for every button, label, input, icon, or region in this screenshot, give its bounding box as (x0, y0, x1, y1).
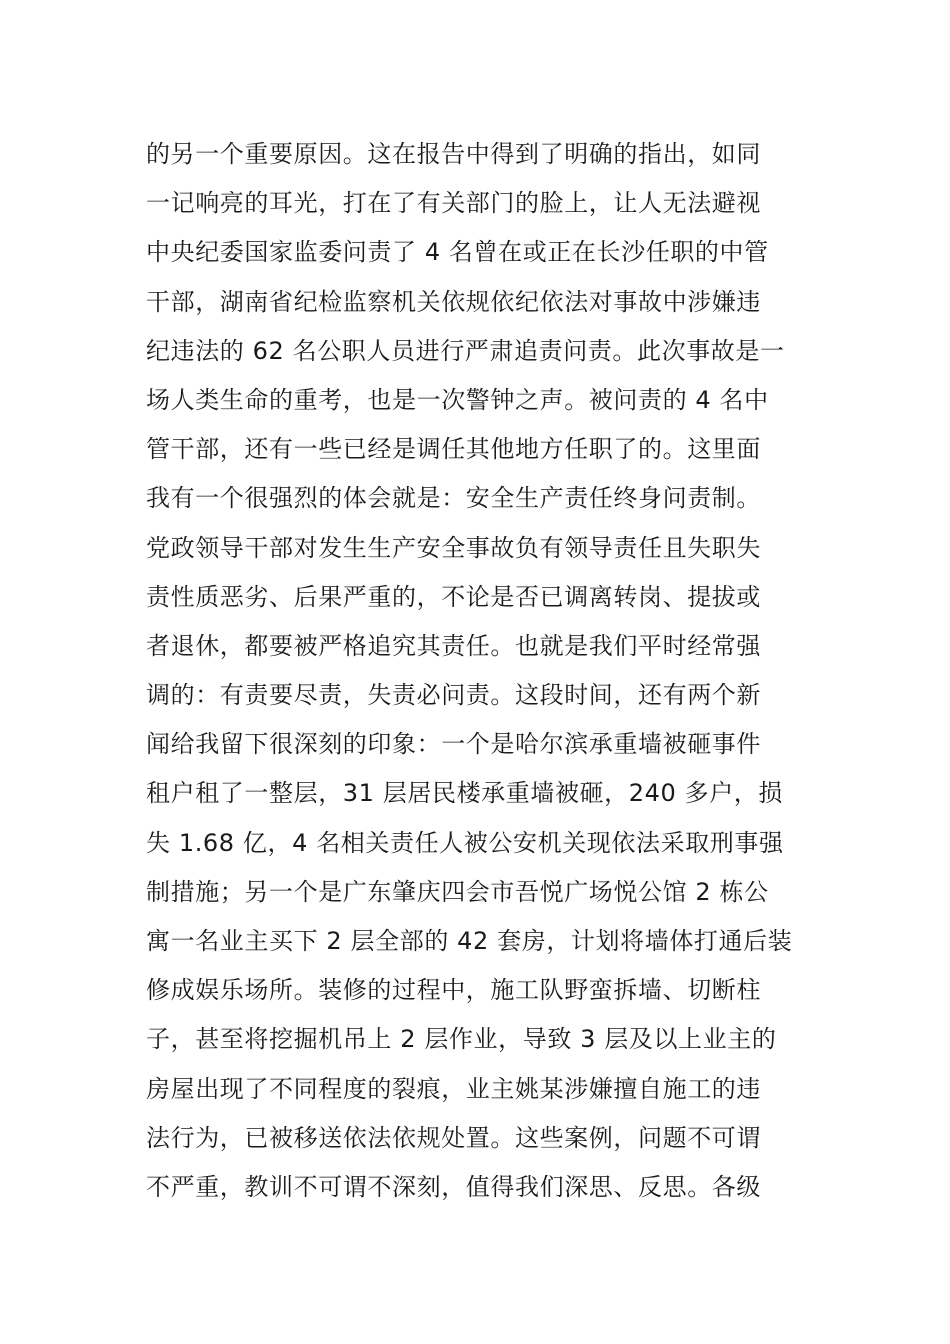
text-line: 一记响亮的耳光，打在了有关部门的脸上，让人无法避视 (146, 189, 761, 218)
text-line: 干部，湖南省纪检监察机关依规依纪依法对事故中涉嫌违 (146, 287, 761, 316)
text-line: 责性质恶劣、后果严重的，不论是否已调离转岗、提拔或 (146, 582, 761, 611)
text-line: 的另一个重要原因。这在报告中得到了明确的指出，如同 (146, 140, 761, 168)
text-line: 纪违法的 62 名公职人员进行严肃追责问责。此次事故是一 (146, 336, 785, 365)
text-line: 调的：有责要尽责，失责必问责。这段时间，还有两个新 (146, 681, 761, 710)
text-line: 寓一名业主买下 2 层全部的 42 套房，计划将墙体打通后装 (146, 927, 793, 955)
text-line: 失 1.68 亿，4 名相关责任人被公安机关现依法采取刑事强 (146, 828, 784, 857)
text-line: 管干部，还有一些已经是调任其他地方任职了的。这里面 (146, 435, 761, 464)
text-line: 闻给我留下很深刻的印象：一个是哈尔滨承重墙被砸事件 (146, 730, 761, 759)
text-line: 不严重，教训不可谓不深刻，值得我们深思、反思。各级 (146, 1172, 761, 1201)
body-text (146, 130, 826, 1212)
text-line: 修成娱乐场所。装修的过程中，施工队野蛮拆墙、切断柱 (146, 976, 761, 1005)
text-line: 者退休，都要被严格追究其责任。也就是我们平时经常强 (146, 631, 761, 660)
text-line: 中央纪委国家监委问责了 4 名曾在或正在长沙任职的中管 (146, 238, 769, 267)
text-line: 法行为，已被移送依法依规处置。这些案例，问题不可谓 (146, 1123, 761, 1152)
text-line: 场人类生命的重考，也是一次警钟之声。被问责的 4 名中 (146, 385, 769, 414)
text-line: 房屋出现了不同程度的裂痕，业主姚某涉嫌擅自施工的违 (146, 1074, 761, 1103)
text-line: 子，甚至将挖掘机吊上 2 层作业，导致 3 层及以上业主的 (146, 1025, 777, 1054)
text-line: 租户租了一整层，31 层居民楼承重墙被砸，240 多户，损 (146, 779, 784, 808)
text-line: 我有一个很强烈的体会就是：安全生产责任终身问责制。 (146, 484, 761, 513)
text-line: 制措施；另一个是广东肇庆四会市吾悦广场悦公馆 2 栋公 (146, 877, 769, 906)
text-line: 党政领导干部对发生生产安全事故负有领导责任且失职失 (146, 533, 761, 562)
